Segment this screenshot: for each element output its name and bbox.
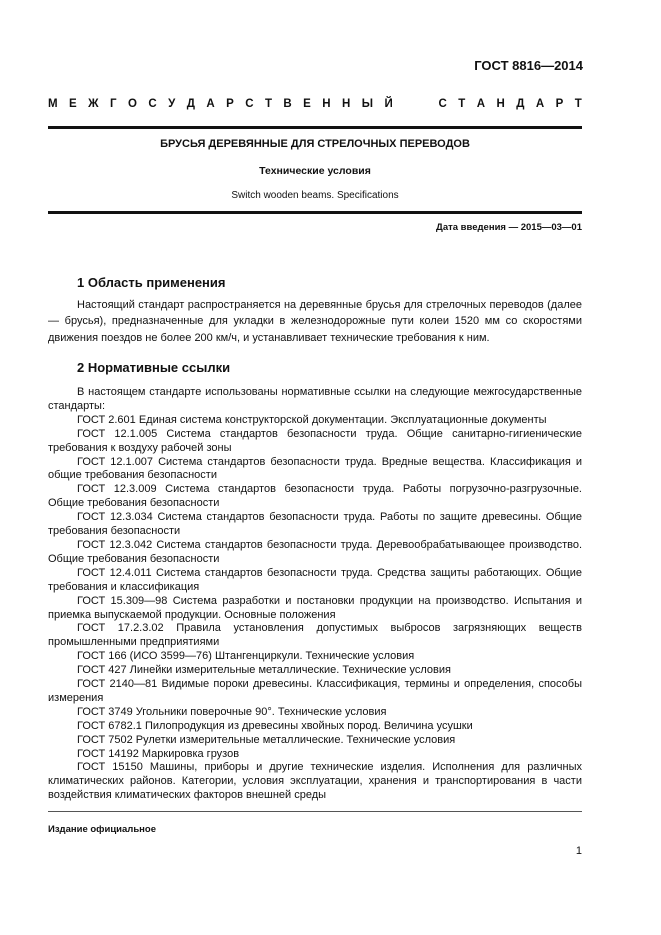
reference-item: ГОСТ 15150 Машины, приборы и другие технические изделия. Исполнения для различных климатических районов. Категории, условия эксплуатации, хранения и транспортирования в части воздействия климатических факторов внешней среды [48, 761, 582, 802]
reference-item: ГОСТ 7502 Рулетки измерительные металлические. Технические условия [77, 733, 456, 746]
banner-letter: Й [384, 98, 393, 110]
reference-item: ГОСТ 12.4.011 Система стандартов безопасности труда. Средства защиты работающих. Общие требования и классификация [48, 566, 582, 593]
banner-letter: М [48, 98, 58, 110]
title-rule [48, 211, 582, 214]
reference-item: ГОСТ 166 (ИСО 3599—76) Штангенциркули. Технические условия [77, 650, 415, 663]
section-2-heading: 2 Нормативные ссылки [77, 360, 231, 375]
banner-letter: А [476, 98, 486, 110]
top-rule [48, 126, 582, 129]
banner-letter: О [127, 98, 137, 110]
banner-letter: Р [555, 98, 564, 110]
banner-letter: Н [342, 98, 351, 110]
banner-letter: У [168, 98, 176, 110]
references-intro: В настоящем стандарте использованы нормативные ссылки на следующие межгосударственные стандарты: [48, 386, 582, 412]
banner-letter: Т [264, 98, 272, 110]
banner-letter: Н [322, 98, 331, 110]
paragraph: Настоящий стандарт распространяется на деревянные брусья для стрелочных переводов (далее — брусья), предназначенные для укладки в железнодорожные пути колеи 1520 мм со скоростями движения поездов не более 200 км/ч, и устанавливает технические требования к ним. [48, 299, 582, 344]
section-1-text [48, 297, 582, 346]
reference-item: ГОСТ 17.2.3.02 Правила установления допустимых выбросов загрязняющих веществ промышленными предприятиями [48, 622, 582, 649]
banner-letter: А [535, 98, 545, 110]
banner-letter: Д [516, 98, 525, 110]
reference-item: ГОСТ 12.3.042 Система стандартов безопасности труда. Деревообрабатывающее производство. Общие требования безопасности [48, 538, 582, 565]
banner-letter: Ы [361, 98, 374, 110]
banner-letter: В [283, 98, 292, 110]
banner-letter: Р [226, 98, 234, 110]
banner-letter: Т [458, 98, 466, 110]
banner-letter: Е [303, 98, 311, 110]
banner-letter: Д [186, 98, 195, 110]
banner-letter: Е [69, 98, 77, 110]
banner-letter: С [245, 98, 254, 110]
document-number: ГОСТ 8816—2014 [474, 58, 583, 73]
banner-letter: С [148, 98, 157, 110]
official-edition-label: Издание официальное [48, 824, 156, 835]
banner-letter: С [438, 98, 447, 110]
references-list [48, 386, 582, 803]
reference-item: ГОСТ 2.601 Единая система конструкторской документации. Эксплуатационные документы [77, 413, 547, 426]
reference-item: ГОСТ 14192 Маркировка грузов [77, 747, 240, 760]
banner-letter: Н [496, 98, 505, 110]
reference-item: ГОСТ 6782.1 Пилопродукция из древесины хвойных пород. Величина усушки [77, 719, 473, 732]
reference-item: ГОСТ 12.3.009 Система стандартов безопасности труда. Работы погрузочно-разгрузочные. Общие требования безопасности [48, 483, 582, 510]
reference-item: ГОСТ 12.3.034 Система стандартов безопасности труда. Работы по защите древесины. Общие требования безопасности [48, 511, 582, 538]
banner-letter: А [206, 98, 215, 110]
interstate-standard-banner [48, 98, 582, 110]
reference-item: ГОСТ 15.309—98 Система разработки и постановки продукции на производство. Испытания и приемка выпускаемой продукции. Основные положения [48, 594, 582, 621]
section-1-heading: 1 Область применения [77, 275, 226, 290]
page-number: 1 [575, 845, 582, 857]
footer-rule [48, 811, 582, 812]
english-title: Switch wooden beams. Specifications [231, 190, 399, 201]
reference-item: ГОСТ 12.1.007 Система стандартов безопасности труда. Вредные вещества. Классификация и общие требования безопасности [48, 455, 582, 482]
banner-letter: Ж [88, 98, 99, 110]
banner-letter: Г [109, 98, 117, 110]
reference-item: ГОСТ 3749 Угольники поверочные 90°. Технические условия [77, 705, 387, 718]
introduction-date: Дата введения — 2015—03—01 [436, 222, 582, 233]
banner-letter: Т [574, 98, 582, 110]
reference-item: ГОСТ 12.1.005 Система стандартов безопасности труда. Общие санитарно-гигиенические требования к воздуху рабочей зоны [48, 427, 582, 454]
document-title: БРУСЬЯ ДЕРЕВЯННЫЕ ДЛЯ СТРЕЛОЧНЫХ ПЕРЕВОДОВ [160, 138, 470, 150]
document-subtitle: Технические условия [259, 165, 371, 177]
reference-item: ГОСТ 2140—81 Видимые пороки древесины. Классификация, термины и определения, способы измерения [48, 678, 582, 704]
reference-item: ГОСТ 427 Линейки измерительные металлические. Технические условия [77, 664, 451, 677]
